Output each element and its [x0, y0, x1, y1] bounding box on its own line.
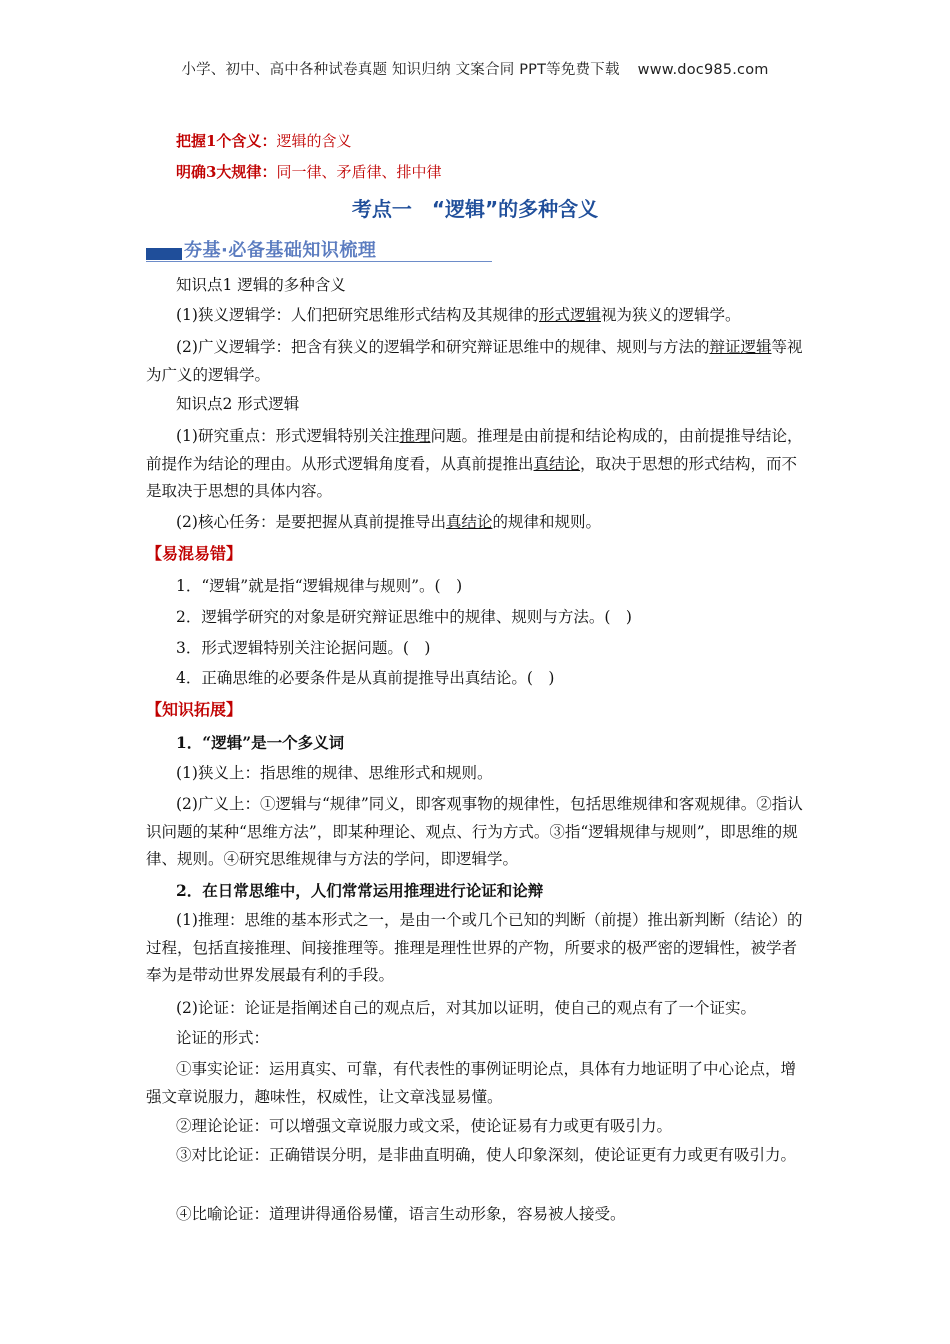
intro-line-1 [176, 130, 351, 151]
page-title: 考点一 “逻辑”的多种含义 [351, 197, 599, 221]
confuse-item-1: 1．“逻辑”就是指“逻辑规律与规则”。( ) [176, 577, 463, 595]
kp1-item-2-post: 等视为广义的逻辑学。 [146, 338, 803, 384]
header-url[interactable]: www.doc985.com [637, 62, 769, 78]
kp1-item-1-post: 视为狭义的逻辑学。 [600, 306, 741, 324]
header-text: 小学、初中、高中各种试卷真题 知识归纳 文案合同 PPT等免费下载 [181, 62, 620, 78]
form-item-4: ④比喻论证：道理讲得通俗易懂，语言生动形象，容易被人接受。 [176, 1205, 626, 1223]
kp2-item-2-post: 的规律和规则。 [492, 513, 601, 531]
kp1-item-1-pre: (1)狭义逻辑学：人们把研究思维形式结构及其规律的 [176, 306, 539, 324]
kp1-item-1 [146, 302, 810, 330]
expand-sub-1-para-2: (2)广义上：①逻辑与“规律”同义，即客观事物的规律性，包括思维规律和客观规律。②指认识问题的某种“思维方法”，即某种理论、观点、行为方式。③指“逻辑规律与规则”，即思维的规律、规则。④研究思维规律与方法的学问，即逻辑学。 [146, 795, 803, 868]
kp2-item-1 [146, 423, 810, 506]
form-item-1: ①事实论证：运用真实、可靠，有代表性的事例证明论点，具体有力地证明了中心论点，增强文章说服力，趣味性，权威性，让文章浅显易懂。 [146, 1060, 797, 1106]
intro-label-2: 明确3大规律： [176, 163, 277, 181]
confuse-item-3: 3．形式逻辑特别关注论据问题。( ) [176, 639, 431, 657]
expand-sub-2-para-1: (1)推理：思维的基本形式之一，是由一个或几个已知的判断（前提）推出新判断（结论）的过程，包括直接推理、间接推理等。推理是理性世界的产物，所要求的极严密的逻辑性，被学者奉为是带动世界发展最有利的手段。 [146, 911, 803, 984]
intro-label-1: 把握1个含义： [176, 132, 277, 150]
kp1-item-2-pre: (2)广义逻辑学：把含有狭义的逻辑学和研究辩证思维中的规律、规则与方法的 [176, 338, 710, 356]
section-heading: 夯基·必备基础知识梳理 [184, 240, 377, 261]
expand-sub-2: 2．在日常思维中，人们常常运用推理进行论证和论辩 [176, 881, 544, 900]
kp2-title: 知识点2 形式逻辑 [176, 395, 300, 413]
forms-title: 论证的形式： [176, 1029, 270, 1047]
kp2-item-2-underlined: 真结论 [445, 513, 493, 531]
intro-text-1: 逻辑的含义 [276, 132, 352, 150]
kp2-item-1-underlined-1: 推理 [399, 427, 431, 445]
kp1-item-2 [146, 334, 810, 389]
kp2-item-1-mid: 问题。推理是由前提和结论构成的，由前提推导结论，前提作为结论的理由。从形式逻辑角度看，从真前提推出 [146, 427, 803, 473]
kp1-item-1-underlined: 形式逻辑 [538, 306, 601, 324]
form-item-3: ③对比论证：正确错误分明，是非曲直明确，使人印象深刻，使论证更有力或更有吸引力。 [176, 1146, 797, 1164]
kp2-item-2-pre: (2)核心任务：是要把握从真前提推导出 [176, 513, 446, 531]
expand-sub-1-para-1: (1)狭义上：指思维的规律、思维形式和规则。 [176, 764, 493, 782]
kp1-item-2-underlined: 辩证逻辑 [709, 338, 772, 356]
section-rule [146, 261, 492, 262]
expand-sub-2-para-2: (2)论证：论证是指阐述自己的观点后，对其加以证明，使自己的观点有了一个证实。 [176, 999, 756, 1017]
confuse-heading: 【易混易错】 [146, 544, 243, 563]
section-heading-bar [146, 236, 492, 262]
section-marker [146, 248, 182, 260]
confuse-item-4: 4．正确思维的必要条件是从真前提推导出真结论。( ) [176, 669, 555, 687]
kp2-item-1-post: ，取决于思想的形式结构，而不是取决于思想的具体内容。 [146, 454, 798, 500]
kp2-item-1-pre: (1)研究重点：形式逻辑特别关注 [176, 427, 400, 445]
kp2-item-2 [146, 509, 810, 537]
kp2-item-1-underlined-2: 真结论 [533, 454, 581, 473]
expand-sub-1: 1．“逻辑”是一个多义词 [176, 733, 345, 752]
expand-heading: 【知识拓展】 [146, 700, 243, 719]
form-item-2: ②理论论证：可以增强文章说服力或文采，使论证易有力或更有吸引力。 [176, 1117, 673, 1135]
kp1-title: 知识点1 逻辑的多种含义 [176, 276, 346, 294]
intro-line-2 [176, 161, 441, 182]
page-header [0, 58, 950, 79]
confuse-item-2: 2．逻辑学研究的对象是研究辩证思维中的规律、规则与方法。( ) [176, 608, 632, 626]
intro-text-2: 同一律、矛盾律、排中律 [276, 163, 442, 181]
